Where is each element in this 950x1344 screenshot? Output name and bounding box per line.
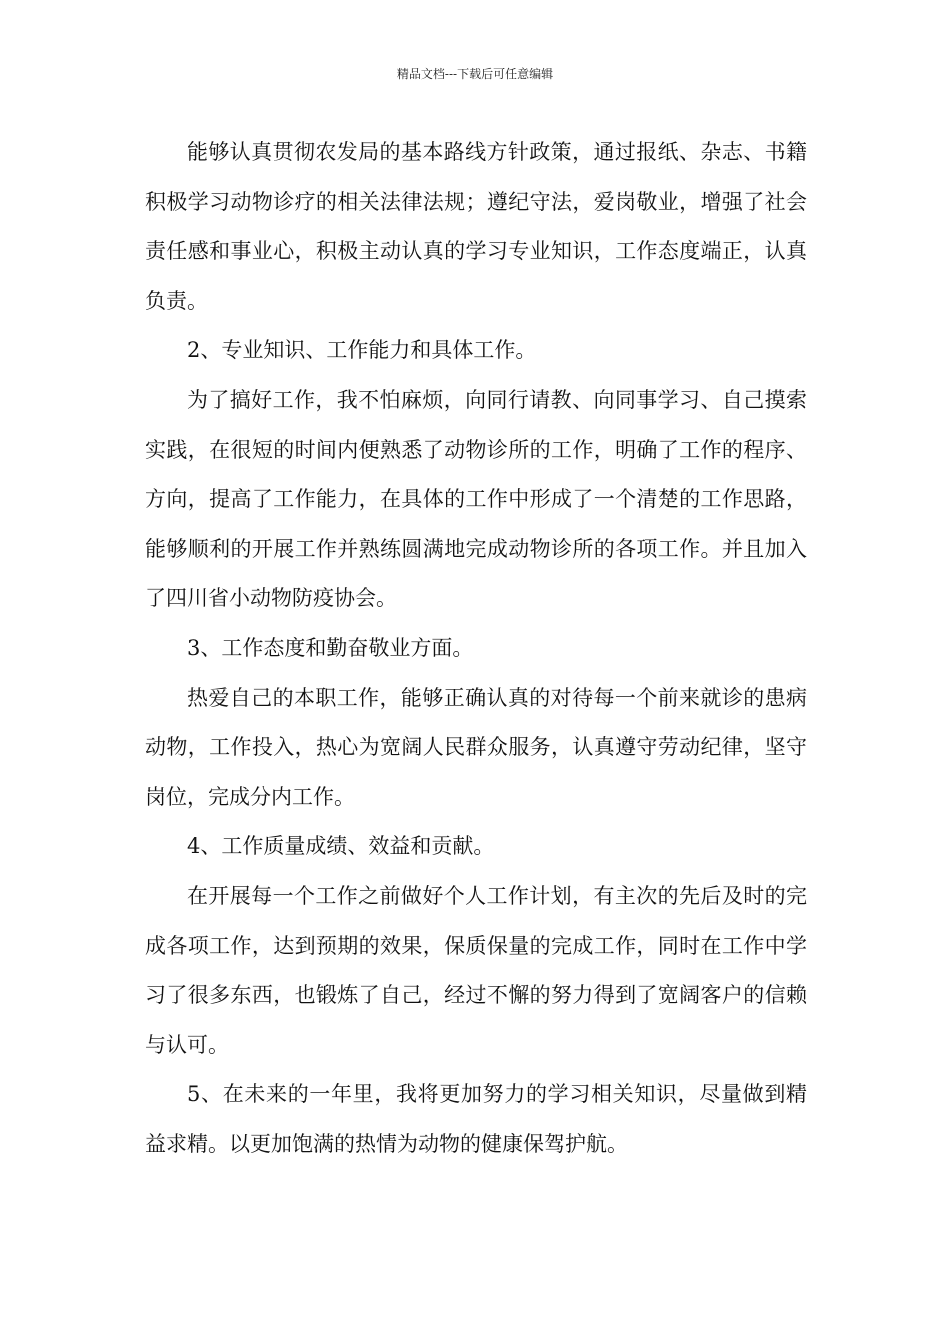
paragraph-section-5: 5、在未来的一年里，我将更加努力的学习相关知识，尽量做到精益求精。以更加饱满的热情为动物的健康保驾护航。: [145, 1082, 807, 1156]
section-heading-2: 2、专业知识、工作能力和具体工作。: [187, 338, 537, 363]
paragraph-intro: 能够认真贯彻农发局的基本路线方针政策，通过报纸、杂志、书籍积极学习动物诊疗的相关法律法规；遵纪守法，爱岗敬业，增强了社会责任感和事业心，积极主动认真的学习专业知识，工作态度端正，认真负责。: [145, 140, 807, 313]
section-heading-4: 4、工作质量成绩、效益和贡献。: [187, 834, 495, 859]
document-body: [145, 128, 807, 1169]
page-header: 精品文档---下载后可任意编辑: [396, 67, 554, 81]
section-heading-3: 3、工作态度和勤奋敬业方面。: [187, 635, 474, 660]
paragraph-section-4: 在开展每一个工作之前做好个人工作计划，有主次的先后及时的完成各项工作，达到预期的效果，保质保量的完成工作，同时在工作中学习了很多东西，也锻炼了自己，经过不懈的努力得到了宽阔客户的信赖与认可。: [145, 883, 807, 1057]
paragraph-section-2: 为了搞好工作，我不怕麻烦，向同行请教、向同事学习、自己摸索实践，在很短的时间内便熟悉了动物诊所的工作，明确了工作的程序、方向，提高了工作能力，在具体的工作中形成了一个清楚的工作思路，能够顺利的开展工作并熟练圆满地完成动物诊所的各项工作。并且加入了四川省小动物防疫协会。: [145, 387, 807, 611]
paragraph-section-3: 热爱自己的本职工作，能够正确认真的对待每一个前来就诊的患病动物，工作投入，热心为宽阔人民群众服务，认真遵守劳动纪律，坚守岗位，完成分内工作。: [145, 685, 807, 809]
